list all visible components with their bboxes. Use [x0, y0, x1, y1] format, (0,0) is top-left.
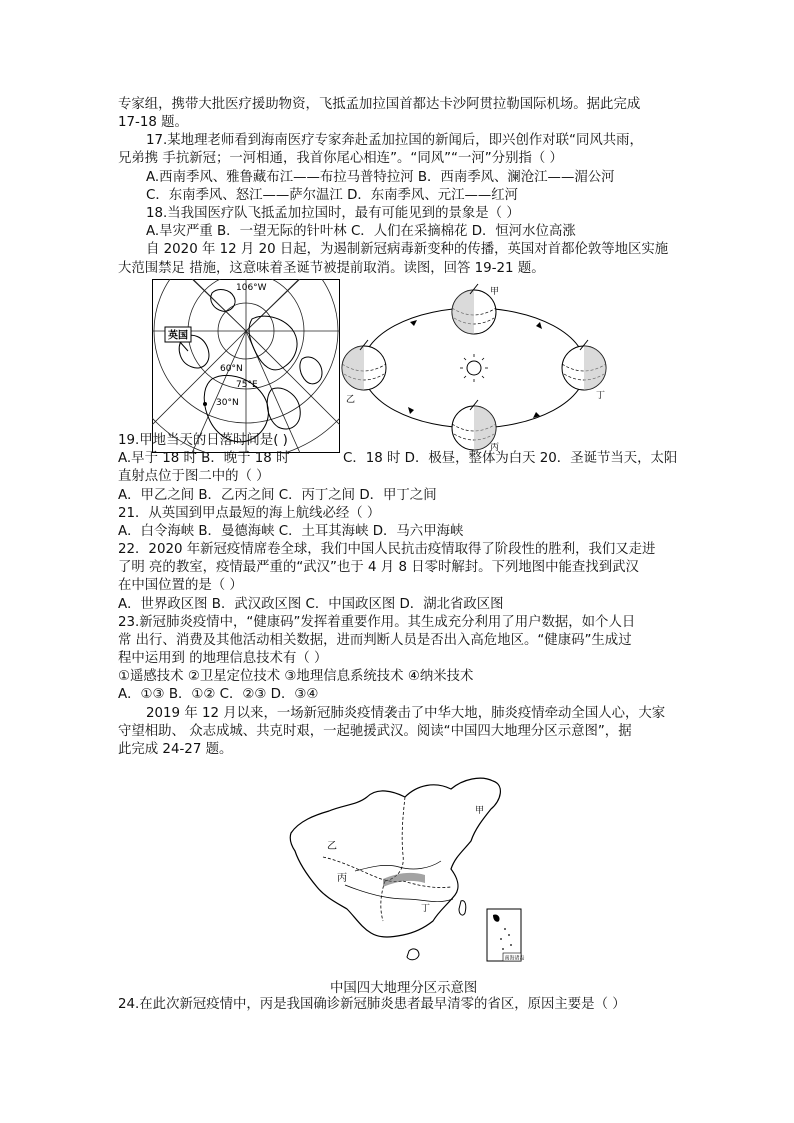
uk-label: 英国 — [168, 330, 188, 342]
lat-60n-label: 60°N — [220, 364, 243, 374]
region-label-ding: 丁 — [421, 904, 431, 914]
orbit-label-jia: 甲 — [490, 287, 500, 297]
q23-options: A．①③ B．①② C．②③ D．③④ — [118, 687, 319, 702]
question-24: 24.在此次新冠疫情中，丙是我国确诊新冠肺炎患者最早清零的省区，原因主要是（ ） — [118, 997, 626, 1012]
q20-options: A．甲乙之间 B．乙丙之间 C．丙丁之间 D．甲丁之间 — [118, 488, 437, 503]
earth-orbit-figure — [340, 282, 610, 452]
q17-option-ab: A.西南季风、雅鲁藏布江——布拉马普特拉河 B．西南季风、澜沧江——湄公河 — [146, 170, 615, 185]
lon-106w-label: 106°W — [236, 283, 267, 293]
region-label-bing: 丙 — [337, 873, 347, 884]
text-line-27: 2019 年 12 月以来，一场新冠肺炎疫情袭击了中华大地，肺炎疫情牵动全国人心，大家 — [146, 706, 666, 721]
question-23: 23.新冠肺炎疫情中，“健康码”发挥着重要作用。其生成充分利用了用户数据，如个人日 — [118, 615, 636, 630]
text-line-19: 了明 亮的教室，疫情最严重的“武汉”也于 4 月 8 日零时解封。下列地图中能查找到武汉 — [118, 560, 639, 575]
polar-map-figure — [152, 279, 340, 453]
q21-options: A．白令海峡 B．曼德海峡 C．土耳其海峡 D．马六甲海峡 — [118, 524, 464, 539]
text-line-9: 自 2020 年 12 月 20 日起，为遏制新冠病毒新变种的传播，英国对首都伦敦等地区实施 — [146, 242, 669, 257]
inset-label: 南海诸岛 — [504, 955, 525, 962]
text-line-23: 常 出行、消费及其他活动相关数据，进而判断人员是否出入高危地区。“健康码”生成过 — [118, 633, 632, 648]
question-19: 19.甲地当天的日落时间是( ) — [118, 433, 288, 448]
text-line-14: 直射点位于图二中的（ ） — [118, 469, 270, 484]
text-line-24: 程中运用到 的地理信息技术有（ ） — [118, 651, 328, 666]
q23-choices: ①遥感技术 ②卫星定位技术 ③地理信息系统技术 ④纳米技术 — [118, 669, 474, 684]
question-18: 18.当我国医疗队飞抵孟加拉国时，最有可能见到的景象是（ ） — [146, 206, 520, 221]
q19-option-ab: A.早于 18 时 B．晚于 18 时 — [118, 451, 290, 466]
orbit-label-yi: 乙 — [346, 395, 356, 405]
text-line-29: 此完成 24-27 题。 — [118, 742, 233, 757]
text-line-2: 17-18 题。 — [118, 115, 188, 130]
question-22: 22．2020 年新冠疫情席卷全球，我们中国人民抗击疫情取得了阶段性的胜利，我们又走进 — [118, 542, 656, 557]
orbit-label-bing: 丙 — [490, 443, 500, 452]
text-line-10: 大范围禁足 措施，这意味着圣诞节被提前取消。读图，回答 19-21 题。 — [118, 261, 545, 276]
text-line-20: 在中国位置的是（ ） — [118, 578, 243, 593]
q22-options: A．世界政区图 B．武汉政区图 C．中国政区图 D．湖北省政区图 — [118, 597, 504, 612]
q19-option-cd-q20: C．18 时 D．极昼，整体为白天 20．圣诞节当天，太阳 — [343, 451, 678, 466]
lat-30n-label: 30°N — [216, 398, 239, 408]
region-label-jia: 甲 — [475, 806, 485, 816]
sun-icon — [460, 354, 488, 382]
lon-75e-label: 75°E — [236, 380, 258, 390]
text-line-1: 专家组，携带大批医疗援助物资，飞抵孟加拉国首都达卡沙阿贯拉勒国际机场。据此完成 — [118, 97, 641, 112]
text-line-4: 兄弟携 手抗新冠；一河相通，我首你尾心相连”。“同风”“一河”分别指（ ） — [118, 151, 563, 166]
text-line-28: 守望相助、 众志成城、共克时艰，一起驰援武汉。阅读“中国四大地理分区示意图”，据 — [118, 724, 632, 739]
q17-option-cd: C．东南季风、怒江——萨尔温江 D．东南季风、元江——红河 — [146, 188, 519, 203]
question-17: 17.某地理老师看到海南医疗专家奔赴孟加拉国的新闻后，即兴创作对联“同风共雨， — [146, 133, 643, 148]
region-label-yi: 乙 — [327, 841, 337, 852]
orbit-label-ding: 丁 — [596, 391, 606, 401]
question-21: 21．从英国到甲点最短的海上航线必经（ ） — [118, 506, 381, 521]
china-map-caption: 中国四大地理分区示意图 — [330, 981, 478, 996]
q18-options: A.旱灾严重 B．一望无际的针叶林 C．人们在采摘棉花 D．恒河水位高涨 — [146, 224, 576, 239]
china-regions-map — [285, 775, 525, 967]
